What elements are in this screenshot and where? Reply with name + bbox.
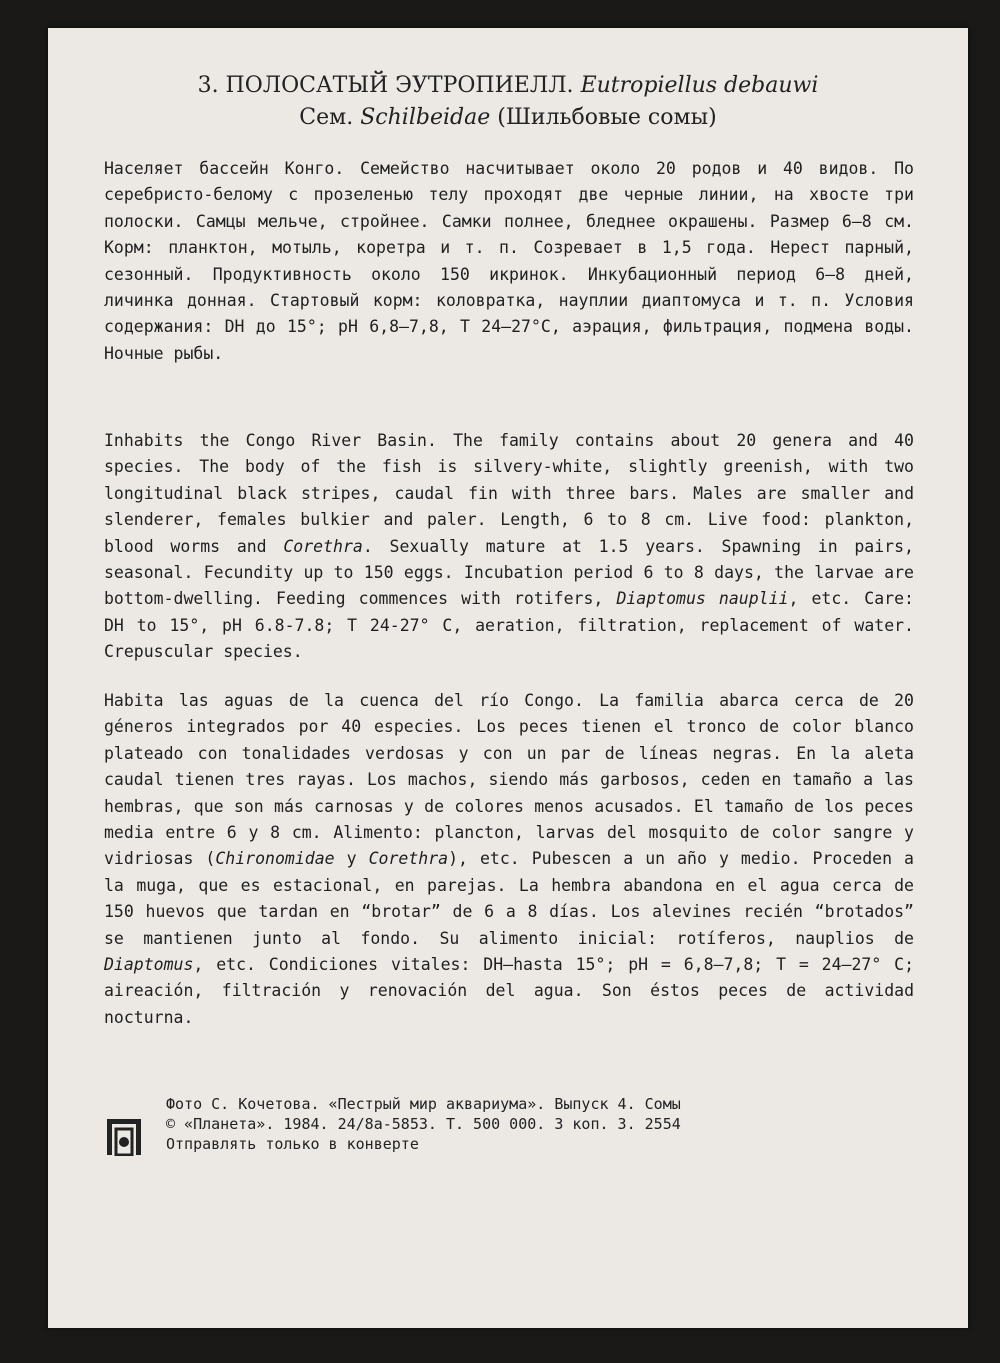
- planeta-publisher-logo-icon: [106, 1118, 142, 1156]
- description-russian: Населяет бассейн Конго. Семейство насчитывает около 20 родов и 40 видов. По серебристо-белому с прозеленью телу проходят две черные линии, на хвосте три полоски. Самцы мельче, стройнее. Самки полнее, бледнее окрашены. Размер 6—8 см. Корм: планктон, мотыль, коретра и т. п. Созревает в 1,5 года. Нерест парный, сезонный. Продуктивность около 150 икринок. Инкубационный период 6—8 дней, личинка донная. Стартовый корм: коловратка, науплии диаптомуса и т. п. Условия содержания: DH до 15°; pH 6,8—7,8, T 24—27°C, аэрация, фильтрация, подмена воды. Ночные рыбы.: [104, 159, 914, 363]
- english-italic-corethra: Corethra: [283, 536, 363, 556]
- family-prefix: Сем.: [299, 105, 354, 130]
- footer-text: [166, 1094, 681, 1154]
- postcard-back: [48, 28, 968, 1328]
- spanish-italic-corethra: Corethra: [368, 849, 449, 869]
- spanish-text-part: , etc. Condiciones vitales: DH—hasta 15°; pH = 6,8—7,8; T = 24—27° C; aireación, filtración y renovación del agua. Son éstos peces de actividad nocturna.: [104, 955, 914, 1027]
- title-block: [48, 70, 968, 134]
- footer-publisher-info: © «Планета». 1984. 24/8а-5853. Т. 500 000. 3 коп. З. 2554: [166, 1115, 681, 1133]
- description-english: [104, 428, 914, 666]
- footer-photo-credit: Фото С. Кочетова. «Пестрый мир аквариума». Выпуск 4. Сомы: [166, 1095, 681, 1113]
- spanish-text-part: Habita las aguas de la cuenca del río Congo. La familia abarca cerca de 20 géneros integrados por 40 especies. Los peces tienen el tronco de color blanco plateado con tonalidades verdosas y con un par de líneas negras. En la aleta caudal tienen tres rayas. Los machos, siendo más garbosos, ceden en tamaño a las hembras, que son más carnosas y de colores menos acusados. El tamaño de los peces media entre 6 y 8 cm. Alimento: plancton, larvas del mosquito de color sangre y vidriosas (: [104, 691, 914, 869]
- spanish-italic-chironomidae: Chironomidae: [215, 849, 335, 869]
- species-title-latin: Eutropiellus debauwi: [580, 73, 819, 98]
- family-common: (Шильбовые сомы): [497, 105, 717, 130]
- english-italic-diaptomus: Diaptomus nauplii: [616, 589, 789, 609]
- spanish-italic-diaptomus: Diaptomus: [104, 955, 194, 975]
- spanish-text-part: ), etc. Pubescen a un año y medio. Proceden a la muga, que es estacional, en parejas. La hembra abandona en el agua cerca de 150 huevos que tardan en “brotar” de 6 a 8 días. Los alevines recién “brotados” se mantienen junto al fondo. Su alimento inicial: rotíferos, nauplios de: [104, 849, 914, 948]
- species-title-russian: 3. ПОЛОСАТЫЙ ЭУТРОПИЕЛЛ.: [197, 73, 574, 98]
- family-title: [48, 102, 968, 134]
- footer-mailing-note: Отправлять только в конверте: [166, 1135, 419, 1153]
- english-text-part: , etc. Care: DH to 15°, pH 6.8-7.8; T 24-27° C, aeration, filtration, replacement of water. Crepuscular species.: [104, 589, 914, 662]
- species-title: [48, 70, 968, 102]
- description-spanish: [104, 688, 914, 1031]
- spanish-text-part: y: [334, 849, 369, 869]
- family-latin: Schilbeidae: [360, 105, 491, 130]
- english-text-part: . Sexually mature at 1.5 years. Spawning in pairs, seasonal. Fecundity up to 150 eggs. Incubation period 6 to 8 days, the larvae are bottom-dwelling. Feeding commences with rotifers,: [104, 536, 914, 609]
- publisher-footer: [106, 1094, 926, 1184]
- english-text-part: Inhabits the Congo River Basin. The family contains about 20 genera and 40 species. The body of the fish is silvery-white, slightly greenish, with two longitudinal black stripes, caudal fin with three bars. Males are smaller and slenderer, females bulkier and paler. Length, 6 to 8 cm. Live food: plankton, blood worms and: [104, 431, 914, 556]
